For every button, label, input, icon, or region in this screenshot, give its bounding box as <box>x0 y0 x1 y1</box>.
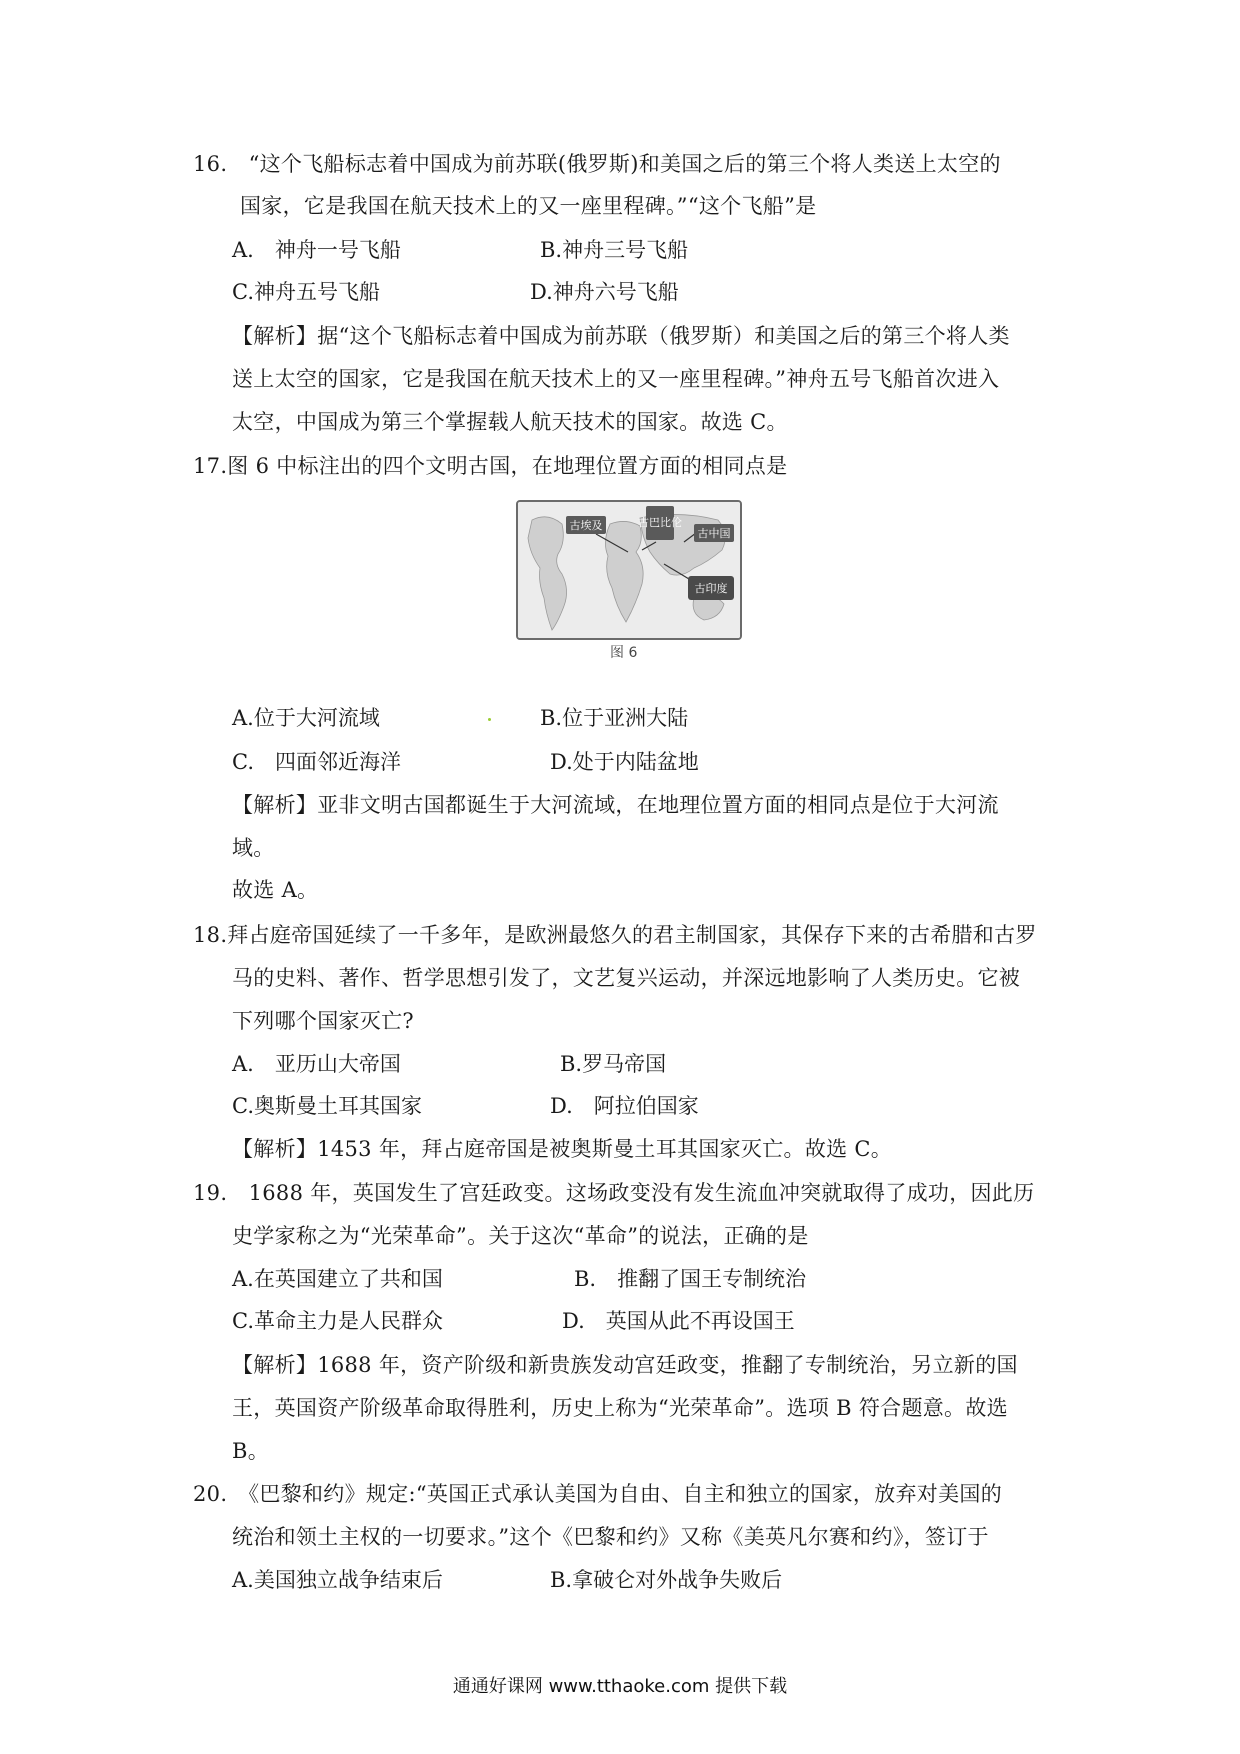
label-china: 古中国 <box>697 527 731 540</box>
q20-option-a: A.美国独立战争结束后 <box>232 1568 443 1592</box>
q19-option-b: B. 推翻了国王专制统治 <box>574 1267 807 1291</box>
q17-stem-line1: 17.图 6 中标注出的四个文明古国，在地理位置方面的相同点是 <box>193 454 788 478</box>
q18-option-a: A. 亚历山大帝国 <box>232 1052 401 1076</box>
q16-stem-line1: 16. “这个飞船标志着中国成为前苏联(俄罗斯)和美国之后的第三个将人类送上太空的 <box>193 152 1001 176</box>
q19-stem-line2: 史学家称之为“光荣革命”。关于这次“革命”的说法，正确的是 <box>232 1224 809 1248</box>
q16-option-c: C.神舟五号飞船 <box>232 280 380 304</box>
q18-option-b: B.罗马帝国 <box>560 1052 667 1076</box>
q17-option-d: D.处于内陆盆地 <box>550 750 699 774</box>
q17-explanation-line3: 故选 A。 <box>232 878 319 902</box>
q19-option-c: C.革命主力是人民群众 <box>232 1309 443 1333</box>
q18-stem-line1: 18.拜占庭帝国延续了一千多年，是欧洲最悠久的君主制国家，其保存下来的古希腊和古罗 <box>193 923 1037 947</box>
q17-option-c: C. 四面邻近海洋 <box>232 750 401 774</box>
label-babylon: 古巴比伦 <box>638 516 682 529</box>
world-map <box>516 500 742 640</box>
label-tag-china <box>694 524 734 542</box>
label-tag-india <box>688 576 734 600</box>
q19-option-a: A.在英国建立了共和国 <box>232 1267 443 1291</box>
q16-option-b: B.神舟三号飞船 <box>540 238 689 262</box>
q20-stem-line2: 统治和领土主权的一切要求。”这个《巴黎和约》又称《美英凡尔赛和约》，签订于 <box>232 1525 989 1549</box>
q19-explanation-line3: B。 <box>232 1439 270 1463</box>
figure-caption: 图 6 <box>610 645 638 661</box>
q18-explanation-line1: 【解析】1453 年，拜占庭帝国是被奥斯曼土耳其国家灭亡。故选 C。 <box>232 1137 893 1161</box>
q18-option-c: C.奥斯曼土耳其国家 <box>232 1094 422 1118</box>
q16-explanation-line1: 【解析】据“这个飞船标志着中国成为前苏联（俄罗斯）和美国之后的第三个将人类 <box>232 324 1010 348</box>
footer-source-text: 通通好课网 www.tthaoke.com 提供下载 <box>452 1676 788 1697</box>
label-india: 古印度 <box>694 582 728 595</box>
label-egypt: 古埃及 <box>569 519 603 532</box>
q17-option-b: B.位于亚洲大陆 <box>540 706 689 730</box>
q16-explanation-line3: 太空，中国成为第三个掌握载人航天技术的国家。故选 C。 <box>232 410 788 434</box>
q16-explanation-line2: 送上太空的国家，它是我国在航天技术上的又一座里程碑。”神舟五号飞船首次进入 <box>232 367 1000 391</box>
q17-explanation-line2: 域。 <box>232 836 275 860</box>
q17-option-a: A.位于大河流域 <box>232 706 380 730</box>
q16-stem-line2: 国家，它是我国在航天技术上的又一座里程碑。”“这个飞船”是 <box>240 194 817 218</box>
q20-stem-line1: 20. 《巴黎和约》规定:“英国正式承认美国为自由、自主和独立的国家，放弃对美国的 <box>193 1482 1003 1506</box>
q19-explanation-line1: 【解析】1688 年，资产阶级和新贵族发动宫廷政变，推翻了专制统治，另立新的国 <box>232 1353 1018 1377</box>
q19-option-d: D. 英国从此不再设国王 <box>562 1309 795 1333</box>
label-tag-egypt <box>566 516 606 534</box>
q17-explanation-line1: 【解析】亚非文明古国都诞生于大河流域，在地理位置方面的相同点是位于大河流 <box>232 793 999 817</box>
q18-stem-line2: 马的史料、著作、哲学思想引发了，文艺复兴运动，并深远地影响了人类历史。它被 <box>232 966 1021 990</box>
q16-option-d: D.神舟六号飞船 <box>530 280 679 304</box>
world-map-figure <box>510 496 746 660</box>
q19-explanation-line2: 王，英国资产阶级革命取得胜利，历史上称为“光荣革命”。选项 B 符合题意。故选 <box>232 1396 1008 1420</box>
q18-option-d: D. 阿拉伯国家 <box>550 1094 699 1118</box>
q18-stem-line3: 下列哪个国家灭亡? <box>232 1009 414 1033</box>
map-illustration <box>518 502 740 638</box>
q19-stem-line1: 19. 1688 年，英国发生了宫廷政变。这场政变没有发生流血冲突就取得了成功，因此历 <box>193 1181 1035 1205</box>
q20-option-b: B.拿破仑对外战争失败后 <box>550 1568 783 1592</box>
q16-option-a: A. 神舟一号飞船 <box>232 238 401 262</box>
stray-dot <box>488 718 491 721</box>
